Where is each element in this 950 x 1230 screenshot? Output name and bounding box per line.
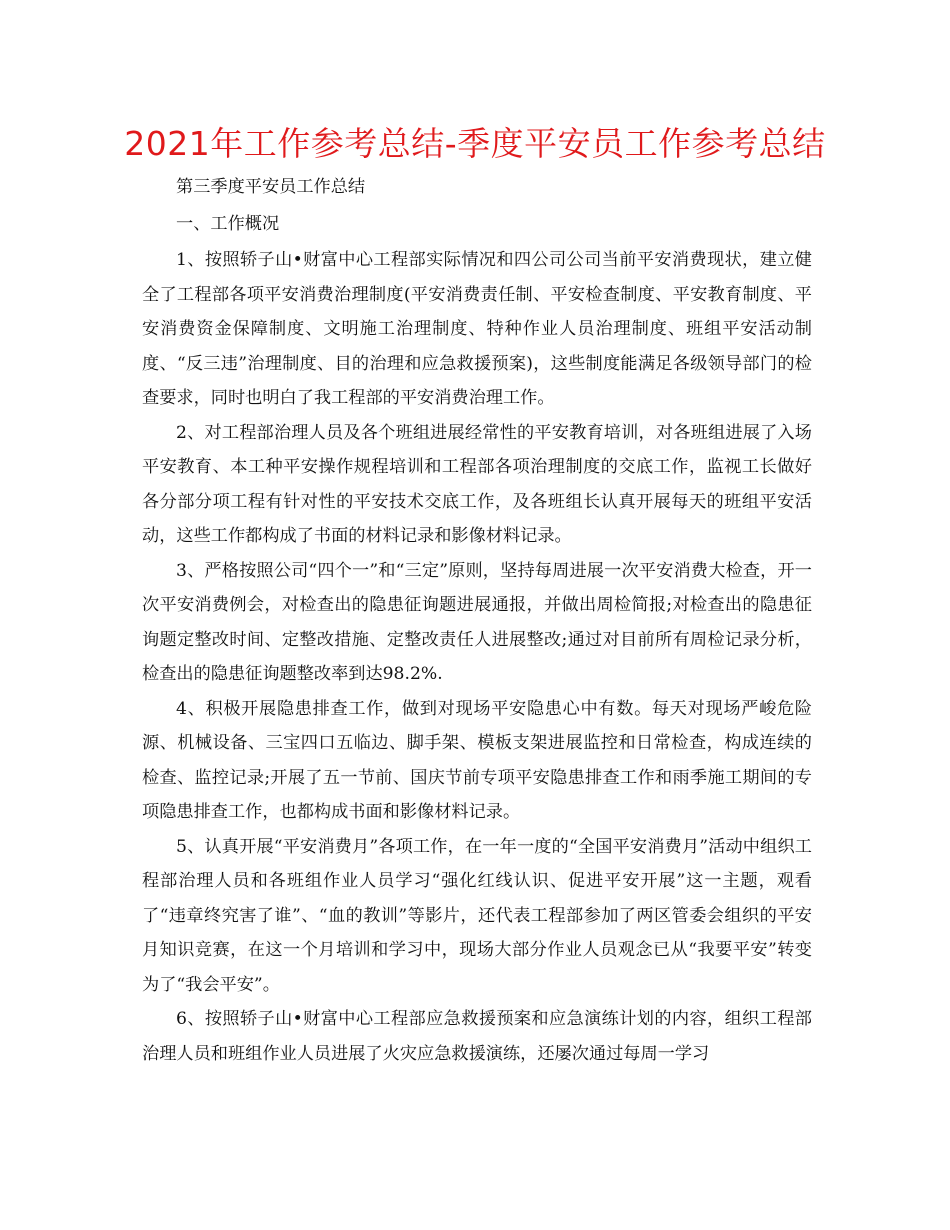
document-body (142, 170, 812, 1071)
paragraph-1: 1、按照轿子山•财富中心工程部实际情况和四公司公司当前平安消费现状，建立健全了工程部各项平安消费治理制度(平安消费责任制、平安检查制度、平安教育制度、平安消费资金保障制度、文明施工治理制度、特种作业人员治理制度、班组平安活动制度、“反三违”治理制度、目的治理和应急救援预案)，这些制度能满足各级领导部门的检查要求，同时也明白了我工程部的平安消费治理工作。 (142, 250, 812, 408)
paragraph-2: 2、对工程部治理人员及各个班组进展经常性的平安教育培训，对各班组进展了入场平安教育、本工种平安操作规程培训和工程部各项治理制度的交底工作，监视工长做好各分部分项工程有针对性的平安技术交底工作，及各班组长认真开展每天的班组平安活动，这些工作都构成了书面的材料记录和影像材料记录。 (142, 422, 812, 546)
paragraph-3: 3、严格按照公司“四个一”和“三定”原则，坚持每周进展一次平安消费大检查，开一次平安消费例会，对检查出的隐患征询题进展通报，并做出周检简报;对检查出的隐患征询题定整改时间、定整改措施、定整改责任人进展整改;通过对目前所有周检记录分析，检查出的隐患征询题整改率到达98.2%. (142, 560, 812, 684)
document-subtitle: 第三季度平安员工作总结 (176, 177, 366, 197)
paragraph-6: 6、按照轿子山•财富中心工程部应急救援预案和应急演练计划的内容，组织工程部治理人员和班组作业人员进展了火灾应急救援演练，还屡次通过每周一学习 (142, 1009, 812, 1064)
section-heading: 一、工作概况 (176, 213, 280, 234)
paragraph-4: 4、积极开展隐患排查工作，做到对现场平安隐患心中有数。每天对现场严峻危险源、机械设备、三宝四口五临边、脚手架、模板支架进展监控和日常检查，构成连续的检查、监控记录;开展了五一节前、国庆节前专项平安隐患排查工作和雨季施工期间的专项隐患排查工作，也都构成书面和影像材料记录。 (142, 698, 812, 822)
paragraph-5: 5、认真开展“平安消费月”各项工作，在一年一度的“全国平安消费月”活动中组织工程部治理人员和各班组作业人员学习“强化红线认识、促进平安开展”这一主题，观看了“违章终究害了谁”、“血的教训”等影片，还代表工程部参加了两区管委会组织的平安月知识竞赛，在这一个月培训和学习中，现场大部分作业人员观念已从“我要平安”转变为了“我会平安”。 (142, 836, 812, 995)
document-title: 2021年工作参考总结-季度平安员工作参考总结 (124, 124, 826, 163)
